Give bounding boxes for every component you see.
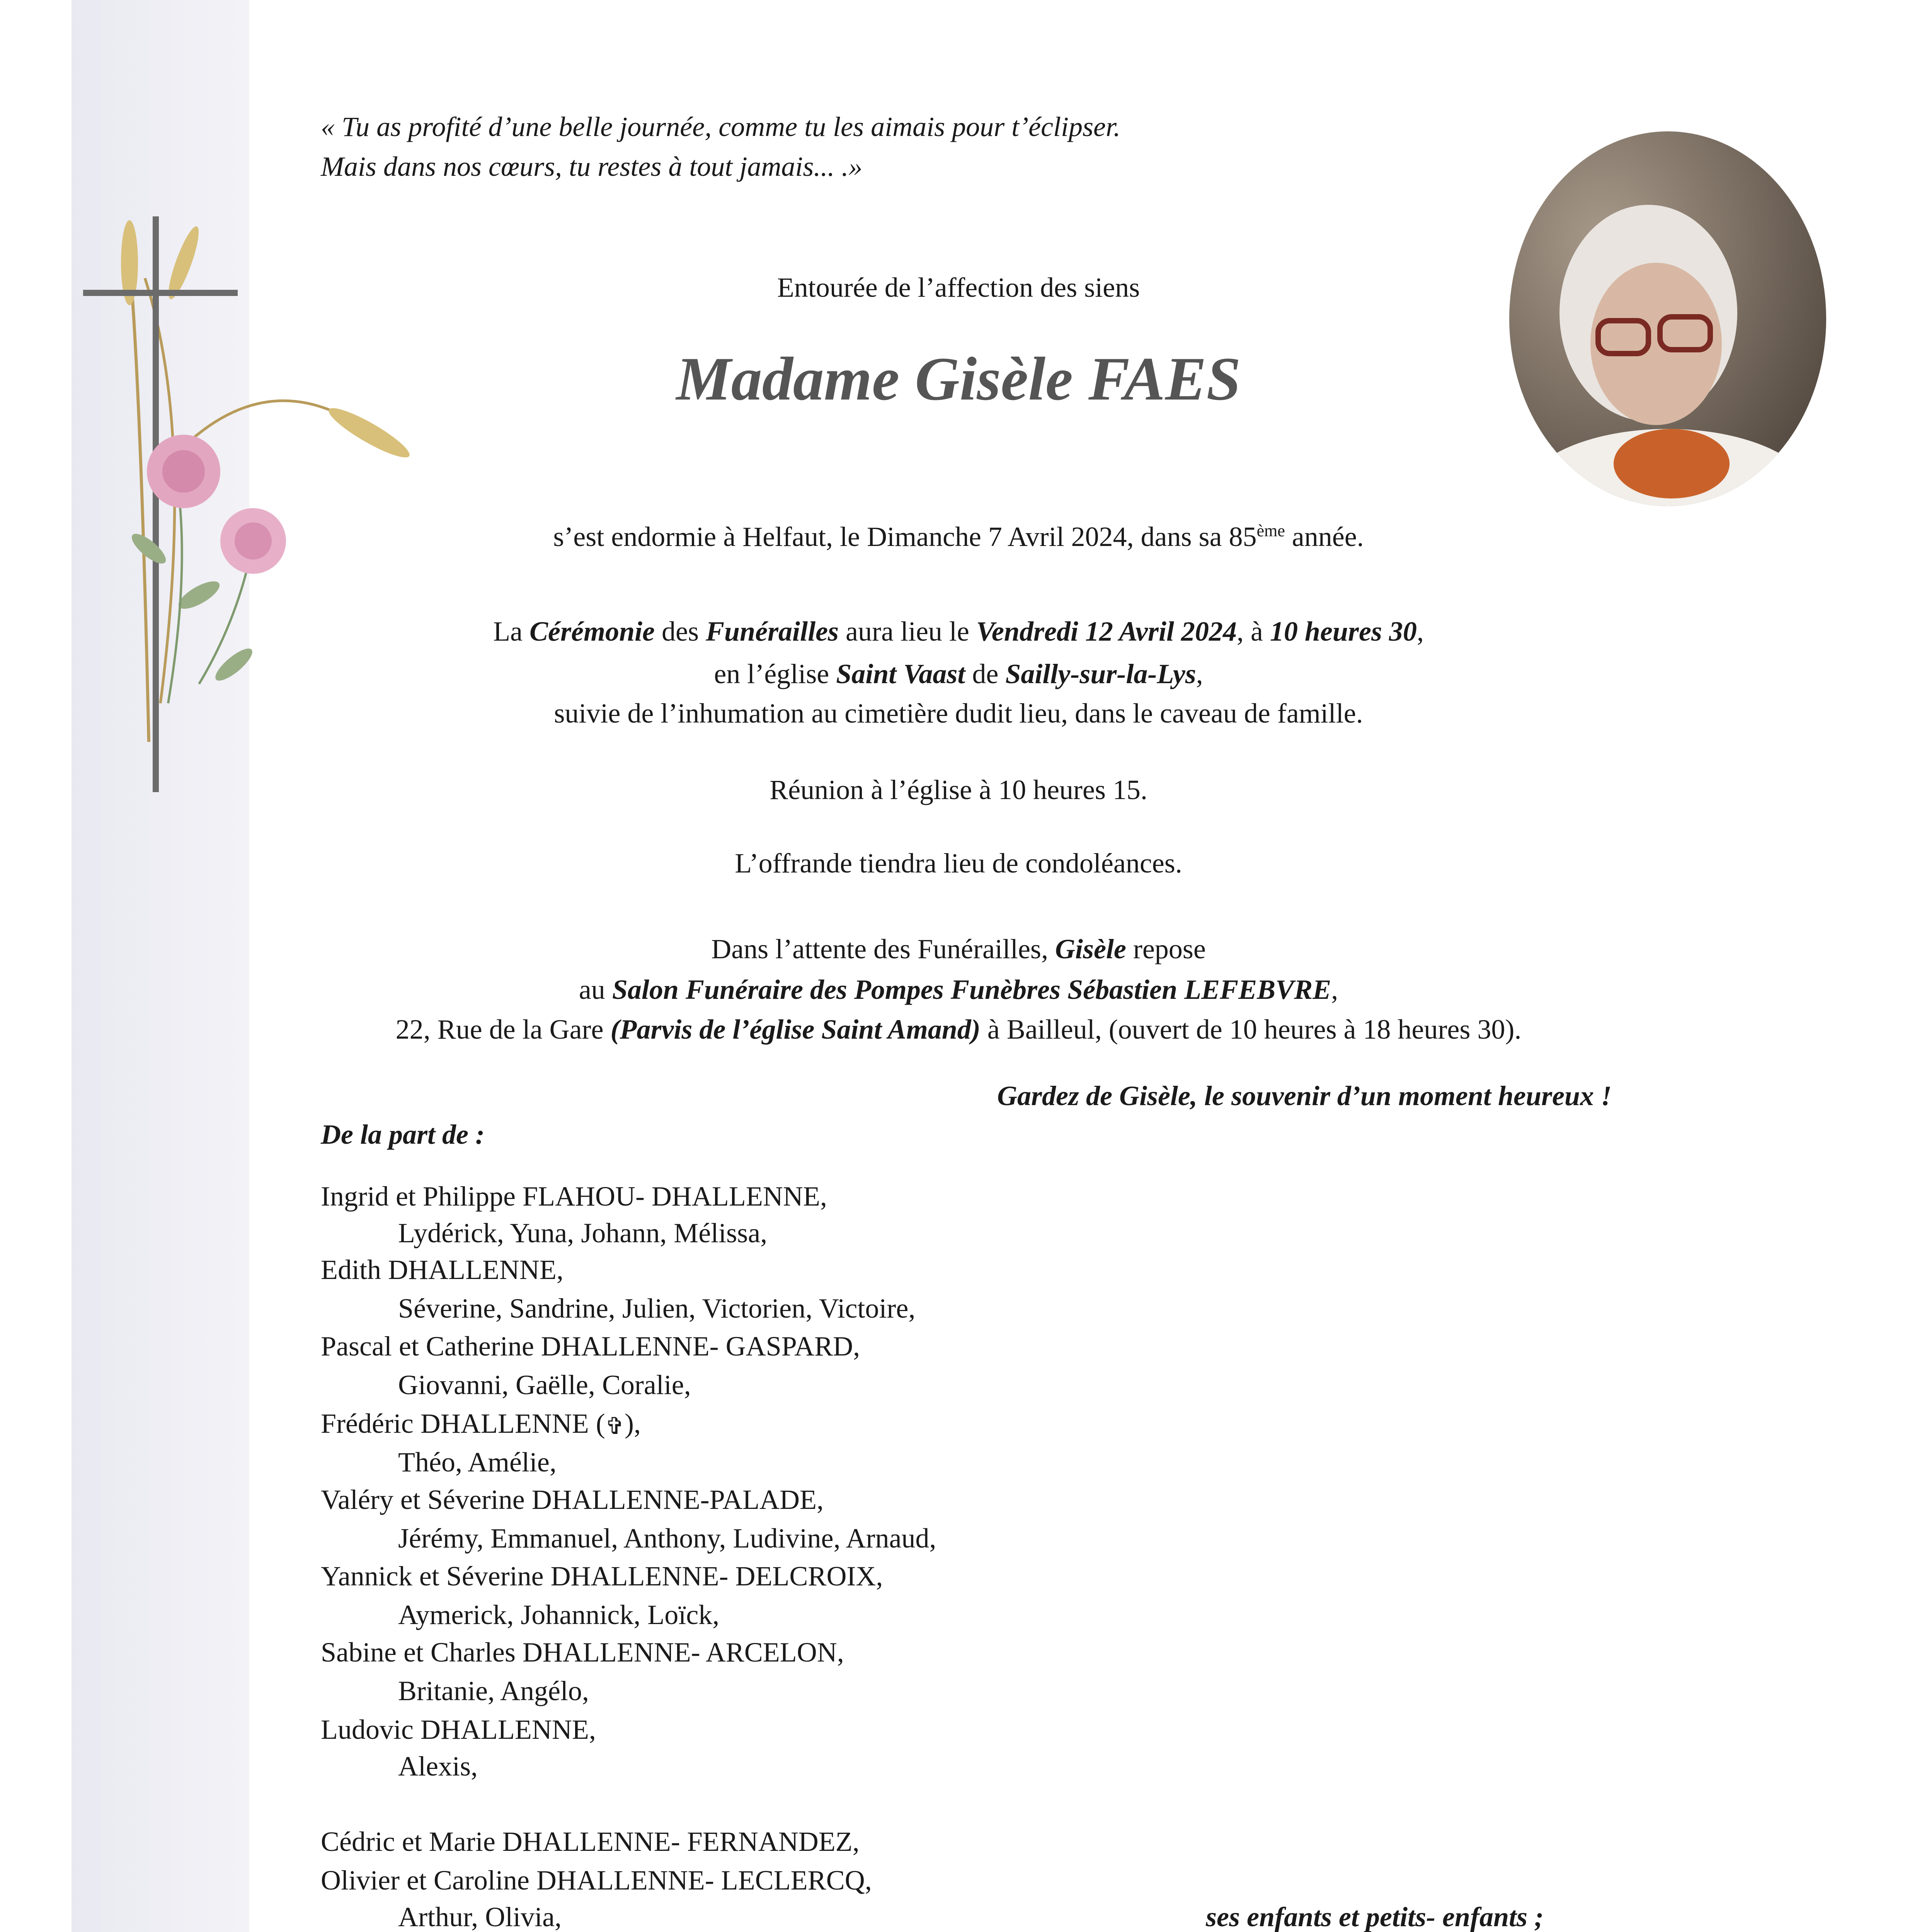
- deceased-name: Madame Gisèle FAES: [676, 344, 1241, 413]
- intro-text: Entourée de l’affection des siens: [777, 272, 1140, 303]
- church-name: Saint Vaast: [836, 658, 965, 689]
- salon-line-1: [0, 935, 1917, 963]
- family-line: Giovanni, Gaëlle, Coralie,: [398, 1369, 691, 1400]
- family-line: Aymerick, Johannick, Loïck,: [398, 1599, 720, 1630]
- death-end: année.: [1285, 521, 1364, 552]
- salon-text: à Bailleul, (ouvert de 10 heures à 18 heures 30).: [980, 1014, 1522, 1045]
- death-superscript: ème: [1256, 521, 1285, 540]
- portrait-photo: [1505, 128, 1830, 510]
- souvenir-text: Gardez de Gisèle, le souvenir d’un moment heureux !: [997, 1080, 1612, 1111]
- ceremony-text: , à: [1236, 616, 1270, 647]
- family-line: Jérémy, Emmanuel, Anthony, Ludivine, Arnaud,: [398, 1523, 936, 1554]
- ceremony-date: Vendredi 12 Avril 2024: [976, 616, 1237, 647]
- death-text: s’est endormie à Helfaut, le Dimanche 7 Avril 2024, dans sa 85: [553, 521, 1257, 552]
- quote-line-1: « Tu as profité d’une belle journée, comme tu les aimais pour t’éclipser.: [321, 111, 1121, 142]
- ceremony-text: ,: [1416, 616, 1424, 647]
- offrande-text: L’offrande tiendra lieu de condoléances.: [735, 848, 1182, 879]
- reunion-text: Réunion à l’église à 10 heures 15.: [770, 774, 1147, 805]
- ceremony-time: 10 heures 30: [1270, 616, 1417, 647]
- ceremony-text: aura lieu le: [839, 616, 976, 647]
- enfants-label: ses enfants et petits- enfants ;: [1206, 1901, 1544, 1932]
- family-line: Edith DHALLENNE,: [321, 1254, 564, 1285]
- ceremony-line-1: [0, 617, 1917, 645]
- family-line: Britanie, Angélo,: [398, 1675, 589, 1706]
- town-name: Sailly-sur-la-Lys: [1005, 658, 1196, 689]
- salon-line-3: [0, 1015, 1917, 1043]
- portrait-scarf: [1614, 429, 1730, 498]
- salon-emph: (Parvis de l’église Saint Amand): [610, 1014, 981, 1045]
- ceremony-text: des: [654, 616, 706, 647]
- ceremony-text: de: [965, 658, 1006, 689]
- ceremony-emph: Funérailles: [705, 616, 839, 647]
- death-announcement: [0, 522, 1917, 551]
- family-line: Sabine et Charles DHALLENNE- ARCELON,: [321, 1637, 844, 1668]
- rose-center: [162, 450, 205, 493]
- ceremony-text: en l’église: [714, 658, 836, 689]
- ceremony-line-3: suivie de l’inhumation au cimetière dudit lieu, dans le caveau de famille.: [554, 698, 1363, 729]
- family-text: ),: [625, 1408, 641, 1439]
- quote-line-2: Mais dans nos cœurs, tu restes à tout jamais... .»: [321, 151, 863, 182]
- family-text: Frédéric DHALLENNE (: [321, 1408, 605, 1439]
- ceremony-text: La: [493, 616, 530, 647]
- family-line: Yannick et Séverine DHALLENNE- DELCROIX,: [321, 1561, 883, 1592]
- family-line: Arthur, Olivia,: [398, 1901, 562, 1932]
- wheat-ear: [324, 401, 414, 464]
- ceremony-emph: Cérémonie: [529, 616, 655, 647]
- family-line: Olivier et Caroline DHALLENNE- LECLERCQ,: [321, 1865, 872, 1896]
- family-line: Séverine, Sandrine, Julien, Victorien, Victoire,: [398, 1293, 916, 1324]
- salon-text: 22, Rue de la Gare: [395, 1014, 611, 1045]
- salon-emph: Gisèle: [1055, 934, 1126, 964]
- family-line: Valéry et Séverine DHALLENNE-PALADE,: [321, 1484, 824, 1515]
- ceremony-text: ,: [1196, 658, 1203, 689]
- salon-text: repose: [1126, 934, 1206, 964]
- family-line: Ludovic DHALLENNE,: [321, 1714, 596, 1745]
- cross-icon: ✞: [605, 1413, 625, 1439]
- salon-text: ,: [1331, 974, 1338, 1005]
- family-line: Lydérick, Yuna, Johann, Mélissa,: [398, 1218, 768, 1248]
- salon-line-2: [0, 976, 1917, 1003]
- de-la-part-heading: De la part de :: [321, 1119, 485, 1150]
- family-line: Ingrid et Philippe FLAHOU- DHALLENNE,: [321, 1181, 827, 1212]
- family-line: Cédric et Marie DHALLENNE- FERNANDEZ,: [321, 1826, 860, 1857]
- family-line: Théo, Amélie,: [398, 1447, 557, 1478]
- ceremony-line-2: [0, 660, 1917, 688]
- salon-text: au: [579, 974, 612, 1005]
- family-line: Pascal et Catherine DHALLENNE- GASPARD,: [321, 1331, 860, 1362]
- family-line: Alexis,: [398, 1751, 478, 1782]
- family-line-frederic: [321, 1410, 641, 1438]
- salon-text: Dans l’attente des Funérailles,: [711, 934, 1055, 964]
- salon-emph: Salon Funéraire des Pompes Funèbres Sébastien LEFEBVRE: [612, 974, 1331, 1005]
